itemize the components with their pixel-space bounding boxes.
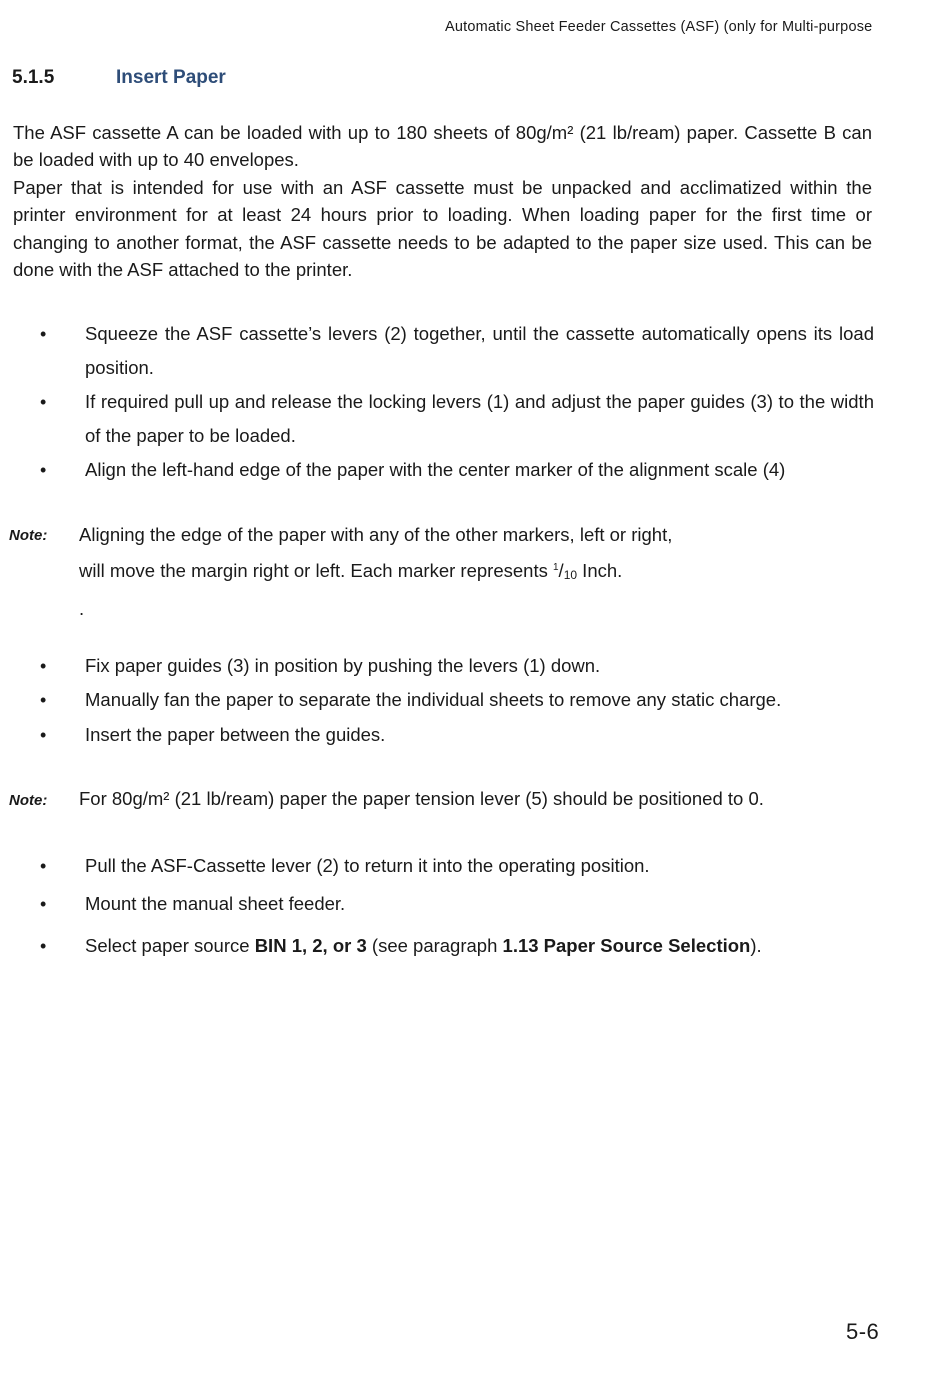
note-body bbox=[79, 518, 879, 625]
intro-paragraph: Paper that is intended for use with an ASF cassette must be unpacked and acclimatized within the printer environment for at least 24 hours prior to loading. When loading paper for the first time or changing to another format, the ASF cassette needs to be adapted to the paper size used. This can be done with the ASF attached to the printer. bbox=[13, 176, 872, 281]
note-line: Aligning the edge of the paper with any of the other markers, left or right, bbox=[79, 524, 673, 545]
step-text-part: Select paper source bbox=[85, 935, 255, 956]
note-text: will move the margin right or left. Each marker represents bbox=[79, 560, 553, 581]
intro-paragraph: The ASF cassette A can be loaded with up to 180 sheets of 80g/m² (21 lb/ream) paper. Cassette B can be loaded with up to 40 envelopes. bbox=[13, 122, 872, 171]
running-header: Automatic Sheet Feeder Cassettes (ASF) (only for Multi-purpose bbox=[445, 19, 873, 35]
bullet-icon: • bbox=[40, 936, 47, 956]
fraction-denominator: 10 bbox=[563, 568, 578, 582]
step-item bbox=[40, 649, 874, 683]
note-line: . bbox=[79, 598, 85, 619]
bullet-icon: • bbox=[40, 856, 47, 876]
step-text-part: (see paragraph bbox=[366, 935, 503, 956]
step-item bbox=[40, 385, 874, 453]
step-item bbox=[40, 887, 874, 921]
step-text: Pull the ASF-Cassette lever (2) to return it into the operating position. bbox=[85, 855, 650, 876]
bullet-icon: • bbox=[40, 460, 47, 480]
bullet-icon: • bbox=[40, 656, 47, 676]
note-line bbox=[79, 551, 879, 592]
step-item bbox=[40, 929, 874, 963]
note-body: For 80g/m² (21 lb/ream) paper the paper tension lever (5) should be positioned to 0. bbox=[79, 788, 764, 809]
note-label: Note: bbox=[9, 527, 48, 544]
step-item bbox=[40, 849, 874, 883]
bullet-icon: • bbox=[40, 690, 47, 710]
step-item bbox=[40, 453, 874, 487]
step-text: Insert the paper between the guides. bbox=[85, 724, 386, 745]
step-text: Squeeze the ASF cassette’s levers (2) together, until the cassette automatically opens its load position. bbox=[85, 323, 874, 378]
bullet-icon: • bbox=[40, 324, 47, 344]
step-text: Manually fan the paper to separate the individual sheets to remove any static charge. bbox=[85, 689, 782, 710]
step-text: If required pull up and release the locking levers (1) and adjust the paper guides (3) to the width of the paper to be loaded. bbox=[85, 391, 874, 446]
step-text: Mount the manual sheet feeder. bbox=[85, 893, 346, 914]
fraction-numerator: 1 bbox=[552, 562, 559, 573]
paragraph-reference: 1.13 Paper Source Selection bbox=[502, 935, 751, 956]
bin-reference: BIN 1, 2, or 3 bbox=[254, 935, 367, 956]
note-text: Inch. bbox=[577, 560, 623, 581]
fraction-slash: / bbox=[558, 560, 564, 581]
bullet-icon: • bbox=[40, 392, 47, 412]
step-item bbox=[40, 683, 874, 717]
intro-paragraphs bbox=[13, 119, 872, 283]
bullet-icon: • bbox=[40, 894, 47, 914]
step-text: Fix paper guides (3) in position by pushing the levers (1) down. bbox=[85, 655, 601, 676]
section-number: 5.1.5 bbox=[12, 67, 55, 88]
section-title: Insert Paper bbox=[116, 67, 226, 88]
note-label: Note: bbox=[9, 792, 48, 809]
step-text: Align the left-hand edge of the paper with the center marker of the alignment scale (4) bbox=[85, 459, 786, 480]
section-heading bbox=[12, 67, 226, 89]
page-number: 5-6 bbox=[846, 1319, 880, 1344]
bullet-icon: • bbox=[40, 725, 47, 745]
step-text-part: ). bbox=[750, 935, 762, 956]
step-text bbox=[85, 929, 874, 963]
step-item bbox=[40, 317, 874, 385]
step-item bbox=[40, 718, 874, 752]
